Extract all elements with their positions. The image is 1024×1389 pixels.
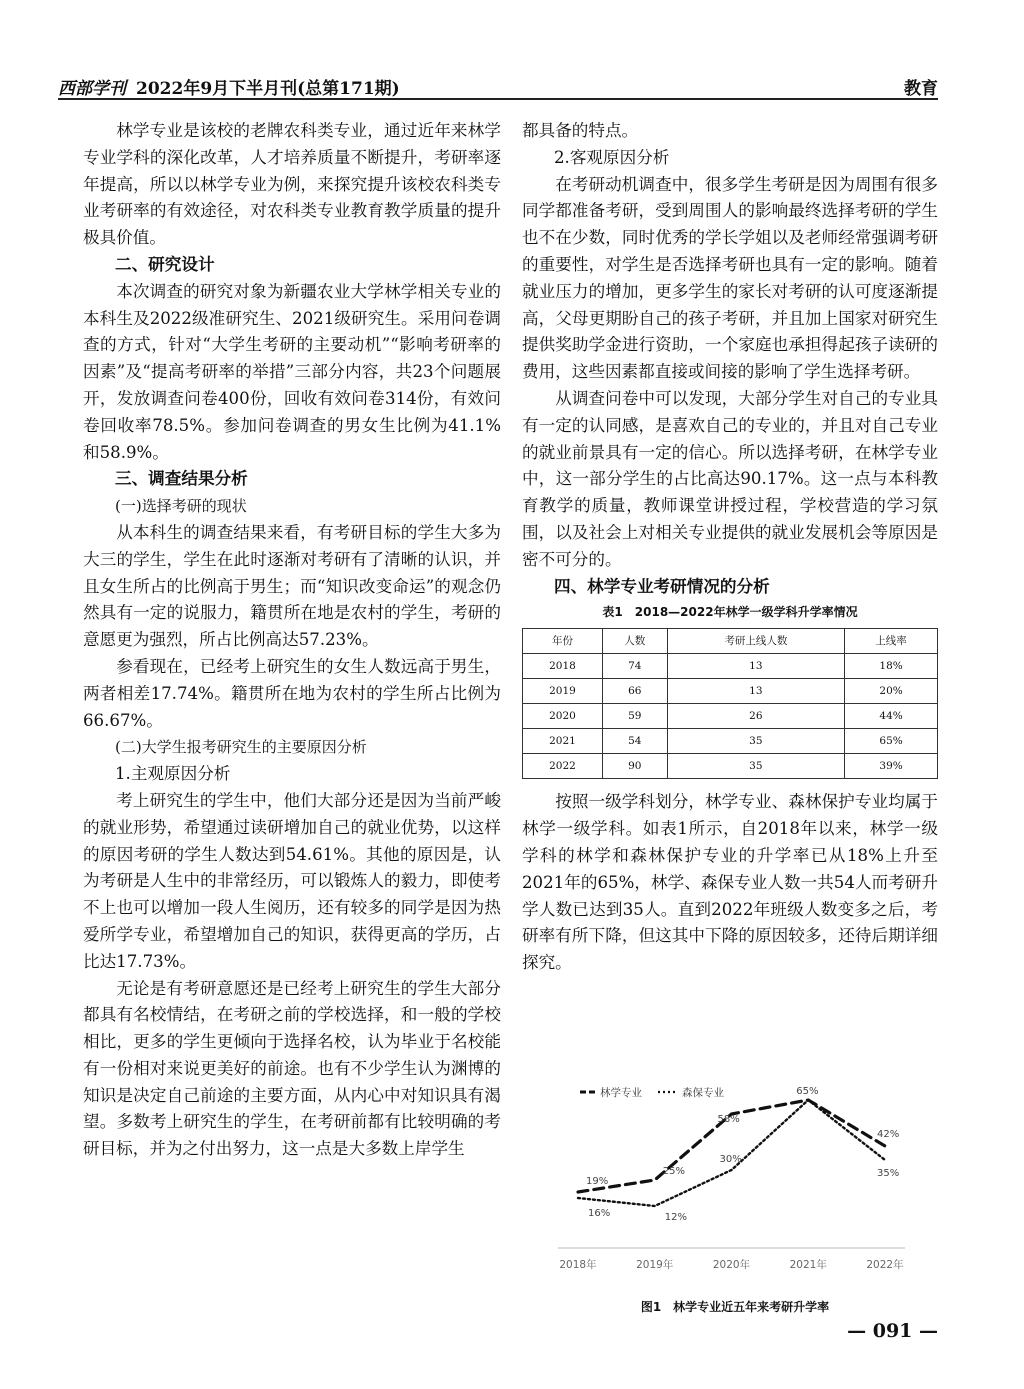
subsubsection-heading: 2.客观原因分析 [554,147,670,167]
page-number: — 091 — [847,1320,938,1342]
table-cell: 35 [667,729,845,754]
table-cell: 90 [603,754,668,779]
table-header-cell: 年份 [523,629,603,654]
table-cell: 13 [667,654,845,679]
table-cell: 26 [667,704,845,729]
table-cell: 2021 [523,729,603,754]
subsection-heading: (二)大学生报考研究生的主要原因分析 [115,738,367,757]
paragraph: 从调查问卷中可以发现，大部分学生对自己的专业具有一定的认同感，是喜欢自己的专业的，并且对自己专业的就业前景具有一定的信心。所以选择考研，在林学专业中，这一部分学生的占比高达90.17%。这一点与本科教育教学的质量，教师课堂讲授过程，学校营造的学习氛围，以及社会上对相关专业提供的就业发展机会等原因是密不可分的。 [522,388,938,569]
figure-caption: 图1 林学专业近五年来考研升学率 [640,1300,830,1314]
running-header [58,74,938,99]
paragraph: 考上研究生的学生中，他们大部分还是因为当前严峻的就业形势，希望通过读研增加自己的就业优势，以这样的原因考研的学生人数达到54.61%。其他的原因是，认为考研是人生中的非常经历，可以锻炼人的毅力，即使考不上也可以增加一段人生阅历，还有较多的同学是因为热爱所学专业，希望增加自己的知识，获得更高的学历，占比达17.73%。 [83,790,501,971]
header-rule [58,98,938,100]
line-chart [540,1078,930,1293]
x-tick-label: 2018年 [559,1259,597,1271]
x-tick-label: 2021年 [789,1259,827,1271]
x-tick-label: 2020年 [712,1259,751,1271]
data-label: 58% [717,1114,740,1125]
table-cell: 44% [845,704,938,729]
paragraph: 林学专业是该校的老牌农科类专业，通过近年来林学专业学科的深化改革，人才培养质量不断提升，考研率逐年提高，所以以林学专业为例，来探究提升该校农科类专业考研率的有效途径，对农科类专业教育教学质量的提升极具价值。 [83,121,501,248]
table-row [523,654,938,679]
paragraph: 从本科生的调查结果来看，有考研目标的学生大多为大三的学生，学生在此时逐渐对考研有了清晰的认识，并且女生所占的比例高于男生；而“知识改变命运”的观念仍然具有一定的说服力，籍贯所在地是农村的学生，考研的意愿更为强烈，所占比例高达57.23%。 [83,522,501,650]
section-label: 教育 [904,79,938,99]
table-cell: 66 [603,679,668,704]
table-header-cell: 上线率 [845,629,938,654]
legend-label: 林学专业 [600,1087,642,1099]
table-cell: 2018 [523,654,603,679]
data-label: 19% [586,1176,609,1187]
table-row [523,754,938,779]
table-row [523,704,938,729]
section-heading: 二、研究设计 [115,254,215,274]
legend-label: 森保专业 [682,1087,724,1099]
table-cell: 54 [603,729,668,754]
table-cell: 74 [603,654,668,679]
data-label: 16% [588,1208,611,1219]
data-label: 25% [662,1166,685,1177]
table-header-row [523,629,938,654]
section-heading: 四、林学专业考研情况的分析 [554,576,770,596]
table-cell: 20% [845,679,938,704]
subsection-heading: (一)选择考研的现状 [115,497,247,516]
table-row [523,679,938,704]
left-column [83,118,501,1163]
table-cell: 18% [845,654,938,679]
data-table [522,628,938,779]
table-header-cell: 人数 [603,629,668,654]
table-cell: 35 [667,754,845,779]
table-cell: 2022 [523,754,603,779]
paragraph: 无论是有考研意愿还是已经考上研究生的学生大部分都具有名校情结，在考研之前的学校选择，和一般的学校相比，更多的学生更倾向于选择名校，认为毕业于名校能有一份相对来说更美好的前途。也有不少学生认为渊博的知识是决定自己前途的主要方面，从内心中对知识具有渴望。多数考上研究生的学生，在考研前都有比较明确的考研目标，并为之付出努力，这一点是大多数上岸学生 [83,978,501,1159]
table-cell: 59 [603,704,668,729]
paragraph: 本次调查的研究对象为新疆农业大学林学相关专业的本科生及2022级准研究生、2021级研究生。采用问卷调查的方式，针对“大学生考研的主要动机”“影响考研率的因素”及“提高考研率的举措”三部分内容，共23个问题展开，发放调查问卷400份，回收有效问卷314份，有效问卷回收率78.5%。参加问卷调查的男女生比例为41.1%和58.9%。 [83,281,501,462]
paragraph: 在考研动机调查中，很多学生考研是因为周围有很多同学都准备考研，受到周围人的影响最终选择考研的学生也不在少数，同时优秀的学长学姐以及老师经常强调考研的重要性，对学生是否选择考研也具有一定的影响。随着就业压力的增加，更多学生的家长对考研的认可度逐渐提高，父母更期盼自己的孩子考研，并且加上国家对研究生提供奖助学金进行资助，一个家庭也承担得起孩子读研的费用，这些因素都直接或间接的影响了学生选择考研。 [522,174,938,382]
data-label: 42% [877,1129,900,1140]
paragraph: 都具备的特点。 [522,121,639,140]
subsubsection-heading: 1.主观原因分析 [115,764,231,784]
table-header-cell: 考研上线人数 [667,629,845,654]
data-label: 12% [664,1212,687,1223]
journal-logo: 西部学刊 [58,79,126,99]
x-tick-label: 2022年 [866,1259,904,1271]
table-cell: 2019 [523,679,603,704]
table-cell: 2020 [523,704,603,729]
table-cell: 13 [667,679,845,704]
paragraph: 参看现在，已经考上研究生的女生人数远高于男生，两者相差17.74%。籍贯所在地为农村的学生所占比例为66.67%。 [83,656,501,730]
x-tick-label: 2019年 [636,1259,674,1271]
table-row [523,729,938,754]
issue-info: 2022年9月下半月刊(总第171期) [136,79,400,99]
data-label: 30% [719,1154,742,1165]
data-label: 35% [877,1168,900,1179]
paragraph: 按照一级学科划分，林学专业、森林保护专业均属于林学一级学科。如表1所示，自2018年以来，林学一级学科的林学和森林保护专业的升学率已从18%上升至2021年的65%，林学、森保专业人数一共54人而考研升学人数已达到35人。直到2022年班级人数变多之后，考研率有所下降，但这其中下降的原因较多，还待后期详细探究。 [522,792,938,973]
right-column [522,118,938,977]
table-caption: 表1 2018—2022年林学一级学科升学率情况 [602,605,858,620]
data-label: 65% [796,1086,819,1097]
table-cell: 39% [845,754,938,779]
table-cell: 65% [845,729,938,754]
section-heading: 三、调查结果分析 [115,469,248,489]
